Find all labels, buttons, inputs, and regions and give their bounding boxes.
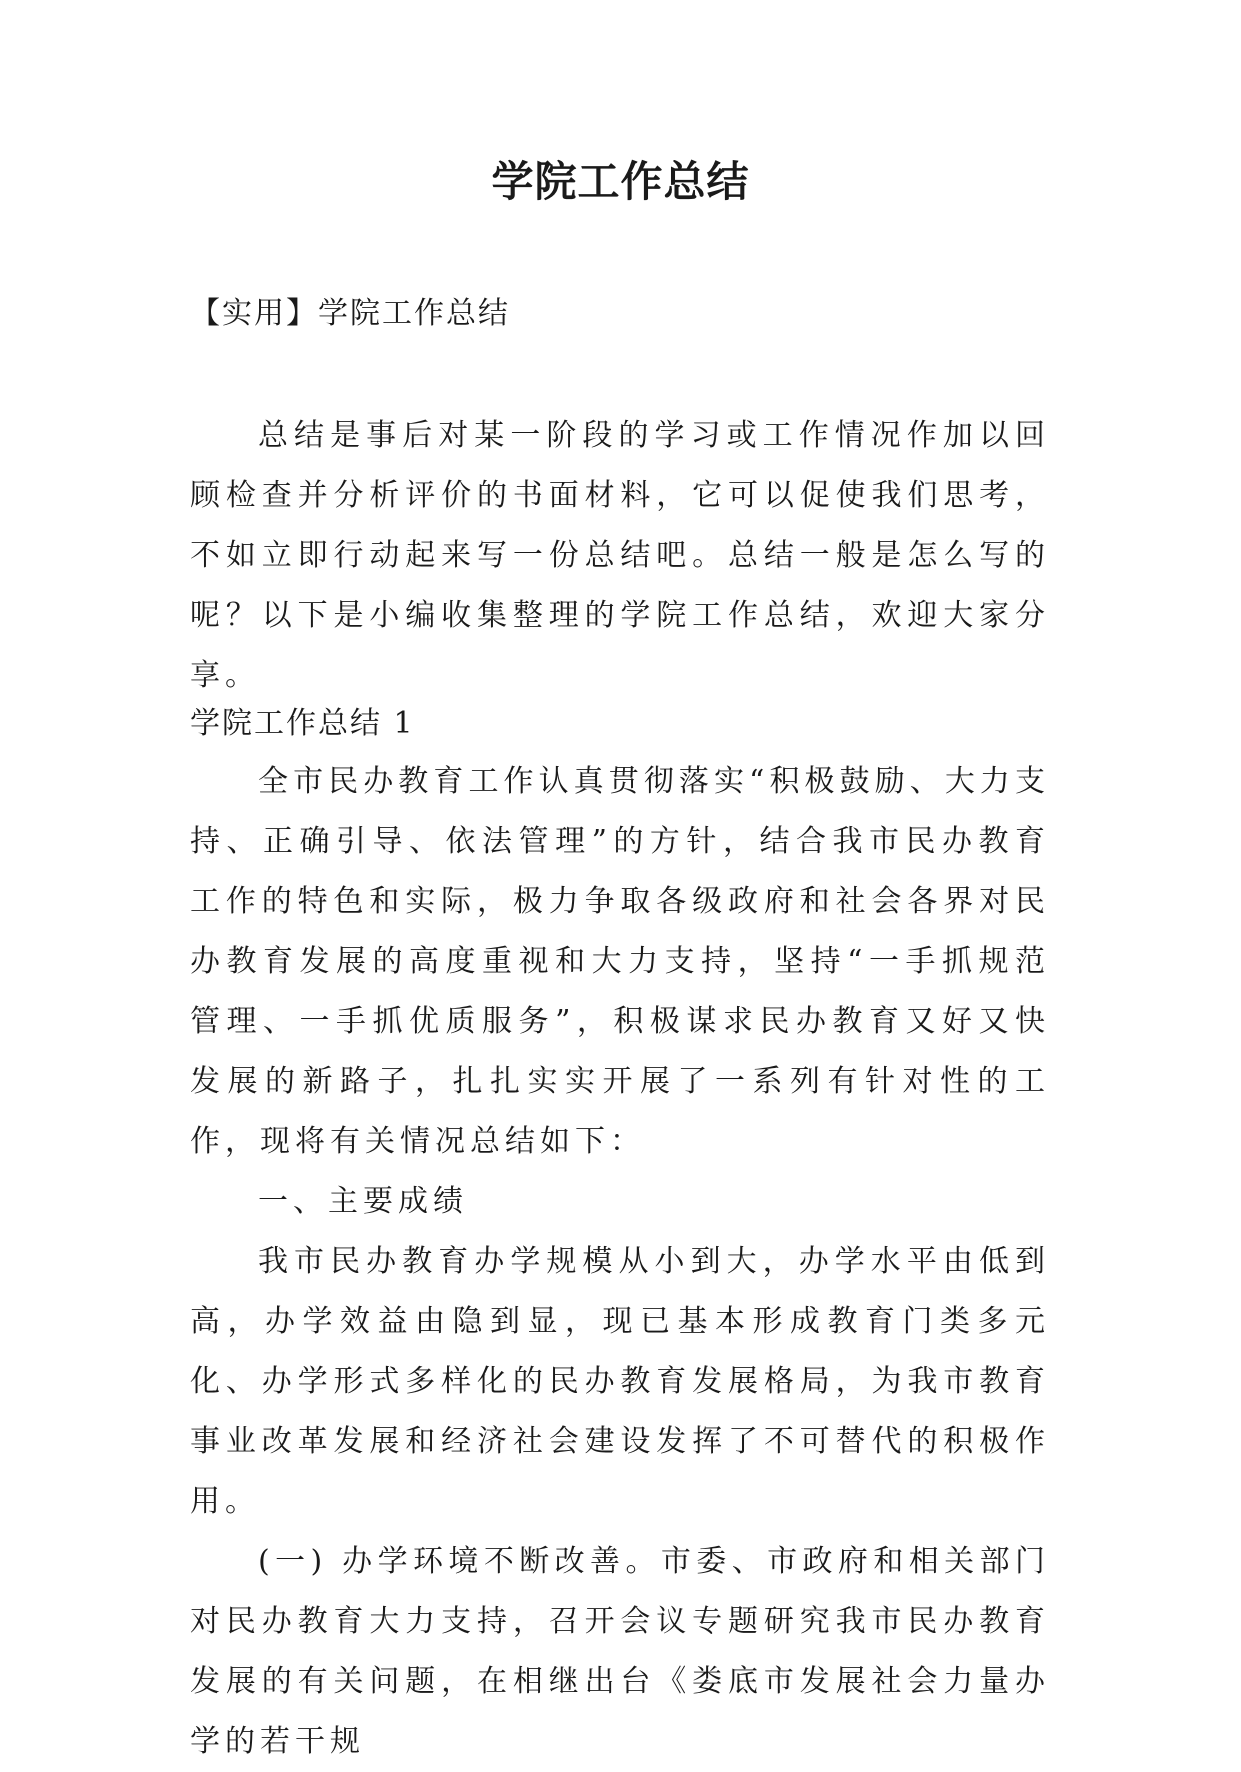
section-title: 学院工作总结 1 bbox=[190, 706, 415, 741]
document-subtitle: 【实用】学院工作总结 bbox=[190, 296, 510, 331]
section-body bbox=[190, 752, 1050, 1772]
body-paragraph: (一) 办学环境不断改善。市委、市政府和相关部门对民办教育大力支持，召开会议专题研究我市民办教育发展的有关问题，在相继出台《娄底市发展社会力量办学的若干规 bbox=[190, 1544, 1050, 1759]
document-title: 学院工作总结 bbox=[491, 157, 750, 206]
body-paragraph: 全市民办教育工作认真贯彻落实“积极鼓励、大力支持、正确引导、依法管理”的方针，结合我市民办教育工作的特色和实际，极力争取各级政府和社会各界对民办教育发展的高度重视和大力支持，坚持“一手抓规范管理、一手抓优质服务”，积极谋求民办教育又好又快发展的新路子，扎扎实实开展了一系列有针对性的工作，现将有关情况总结如下： bbox=[190, 764, 1050, 1159]
body-paragraph: 我市民办教育办学规模从小到大，办学水平由低到高，办学效益由隐到显，现已基本形成教育门类多元化、办学形式多样化的民办教育发展格局，为我市教育事业改革发展和经济社会建设发挥了不可替代的积极作用。 bbox=[190, 1244, 1050, 1519]
intro-paragraph: 总结是事后对某一阶段的学习或工作情况作加以回顾检查并分析评价的书面材料，它可以促使我们思考，不如立即行动起来写一份总结吧。总结一般是怎么写的呢？以下是小编收集整理的学院工作总结，欢迎大家分享。 bbox=[190, 418, 1050, 693]
body-heading-achievements: 一、主要成绩 bbox=[258, 1184, 468, 1219]
